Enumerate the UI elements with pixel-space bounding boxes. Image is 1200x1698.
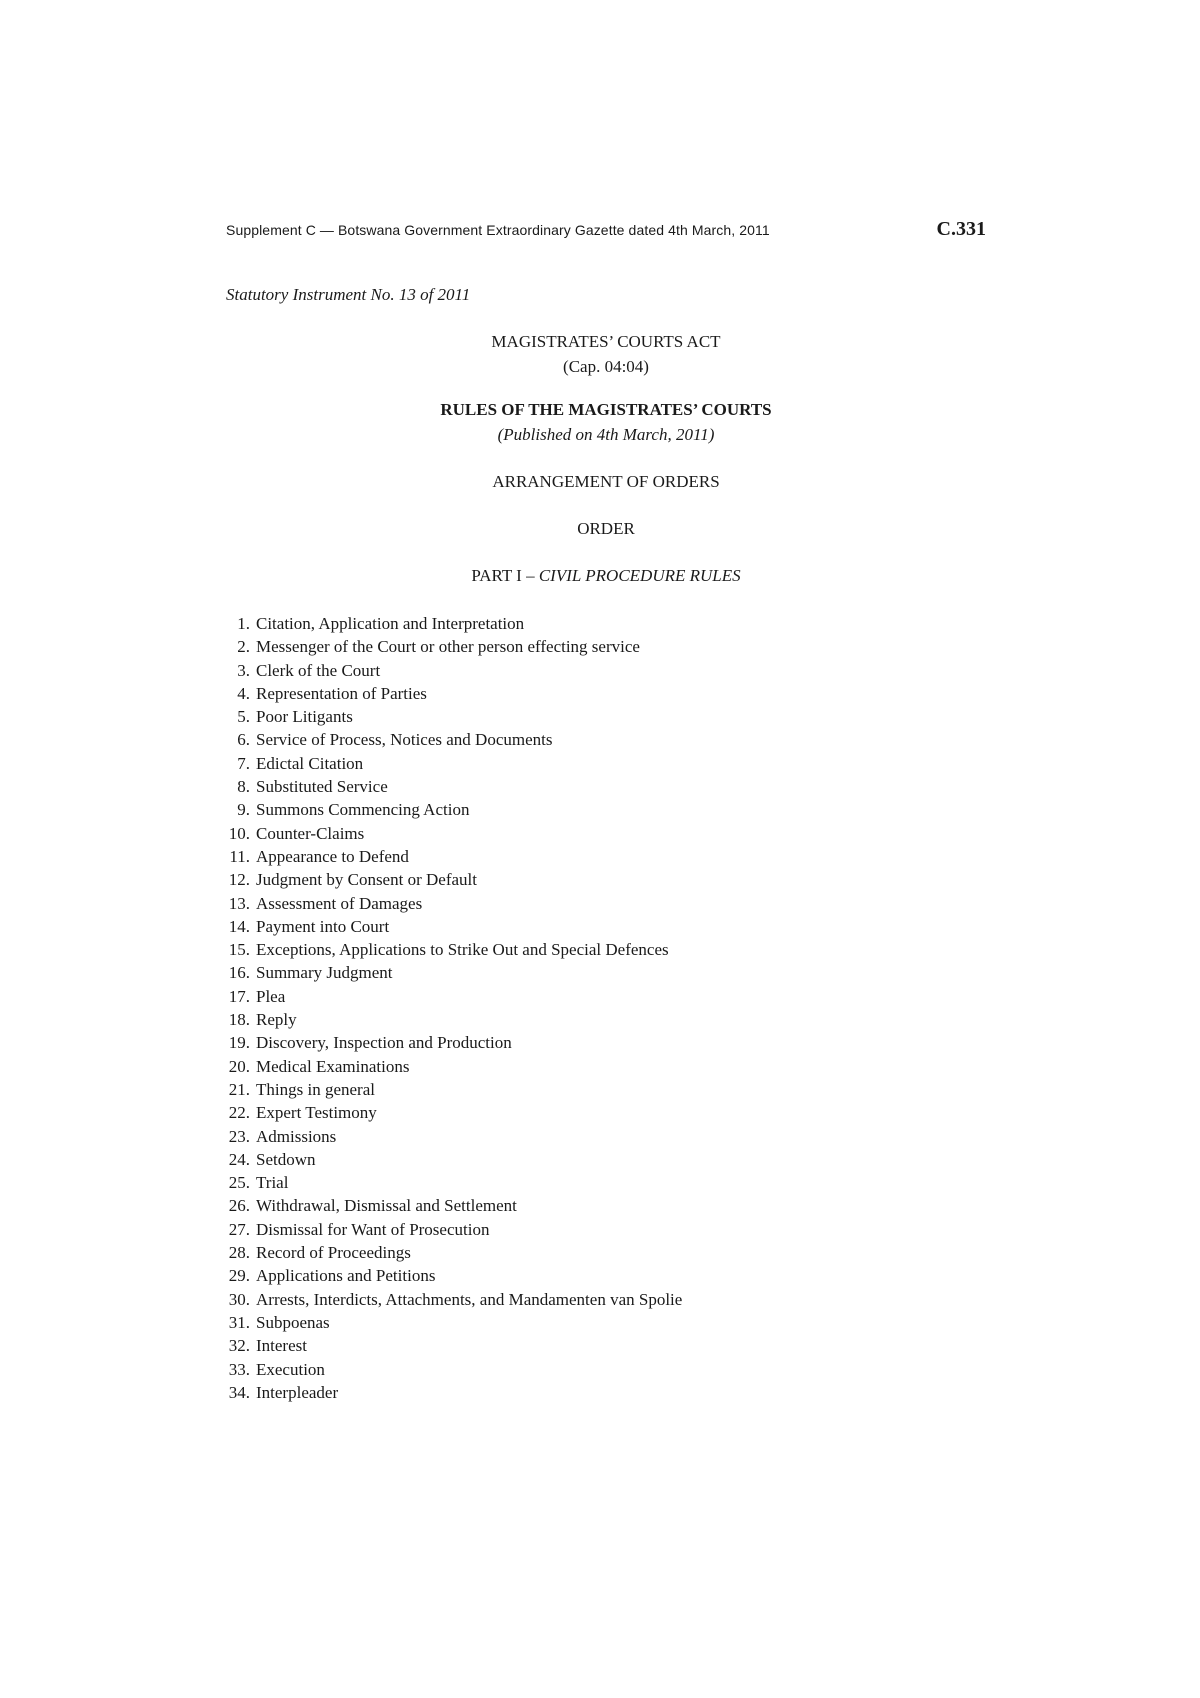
order-number: 33.	[228, 1359, 250, 1379]
order-number: 25.	[228, 1173, 250, 1193]
order-number: 2.	[237, 637, 250, 657]
order-title: Things in general	[256, 1079, 375, 1099]
published-date: (Published on 4th March, 2011)	[497, 425, 715, 444]
order-title: Summons Commencing Action	[256, 800, 470, 820]
rules-title: RULES OF THE MAGISTRATES’ COURTS	[440, 400, 772, 419]
order-number: 11.	[229, 846, 250, 866]
act-chapter: (Cap. 04:04)	[563, 357, 649, 376]
order-title: Record of Proceedings	[256, 1243, 411, 1263]
order-title: Representation of Parties	[256, 683, 427, 703]
order-title: Citation, Application and Interpretation	[256, 614, 525, 633]
order-item	[210, 705, 682, 728]
order-number: 21.	[228, 1079, 250, 1099]
order-number: 20.	[228, 1056, 250, 1076]
order-number: 18.	[228, 1010, 250, 1030]
part-heading	[226, 566, 986, 586]
order-item	[210, 1288, 682, 1311]
order-item	[210, 775, 682, 798]
order-item	[210, 961, 682, 984]
order-number: 7.	[237, 753, 250, 773]
order-number: 16.	[228, 963, 250, 983]
order-title: Plea	[256, 986, 286, 1006]
order-title: Execution	[256, 1359, 325, 1379]
order-title: Poor Litigants	[256, 707, 353, 727]
order-number: 29.	[228, 1266, 250, 1286]
order-item	[210, 985, 682, 1008]
order-title: Dismissal for Want of Prosecution	[256, 1219, 490, 1239]
statutory-instrument-label: Statutory Instrument No. 13 of 2011	[226, 285, 471, 304]
order-item	[210, 1101, 682, 1124]
order-number: 6.	[237, 730, 250, 750]
order-title: Counter-Claims	[256, 823, 365, 843]
order-item	[210, 938, 682, 961]
order-title: Clerk of the Court	[256, 660, 381, 680]
order-item	[210, 1125, 682, 1148]
gazette-header: Supplement C — Botswana Government Extraordinary Gazette dated 4th March, 2011	[226, 222, 770, 238]
order-number: 26.	[228, 1196, 250, 1216]
order-title: Appearance to Defend	[256, 846, 409, 866]
order-title: Interest	[256, 1336, 307, 1356]
order-item	[210, 1264, 682, 1287]
order-title: Payment into Court	[256, 916, 390, 936]
order-title: Trial	[256, 1173, 289, 1193]
order-item	[210, 682, 682, 705]
order-number: 23.	[228, 1126, 250, 1146]
order-item	[210, 728, 682, 751]
order-number: 27.	[228, 1219, 250, 1239]
part-subtitle: CIVIL PROCEDURE RULES	[538, 566, 741, 585]
order-item	[210, 1055, 682, 1078]
order-number: 17.	[228, 986, 250, 1006]
order-number: 34.	[228, 1382, 250, 1402]
order-title: Substituted Service	[256, 777, 388, 797]
order-item	[210, 892, 682, 915]
order-item	[210, 845, 682, 868]
order-number: 8.	[237, 777, 250, 797]
order-title: Messenger of the Court or other person effecting service	[256, 637, 640, 657]
order-title: Exceptions, Applications to Strike Out and Special Defences	[256, 940, 669, 960]
order-title: Edictal Citation	[256, 753, 364, 773]
order-title: Reply	[256, 1010, 297, 1030]
order-item	[210, 1241, 682, 1264]
order-item	[210, 1171, 682, 1194]
order-item	[210, 1358, 682, 1381]
order-number: 31.	[228, 1312, 250, 1332]
order-number: 13.	[228, 893, 250, 913]
order-title: Admissions	[256, 1126, 337, 1146]
order-number: 9.	[237, 800, 250, 820]
order-item	[210, 868, 682, 891]
order-item	[210, 1008, 682, 1031]
act-title: MAGISTRATES’ COURTS ACT	[491, 332, 721, 351]
order-number: 28.	[228, 1243, 250, 1263]
order-item	[210, 752, 682, 775]
order-title: Service of Process, Notices and Documents	[256, 730, 553, 750]
order-number: 24.	[228, 1149, 250, 1169]
order-title: Applications and Petitions	[256, 1266, 436, 1286]
order-title: Summary Judgment	[256, 963, 393, 983]
order-title: Judgment by Consent or Default	[256, 870, 477, 890]
order-title: Assessment of Damages	[256, 893, 423, 913]
order-item	[210, 659, 682, 682]
order-item	[210, 1031, 682, 1054]
order-number: 12.	[228, 870, 250, 890]
order-title: Withdrawal, Dismissal and Settlement	[256, 1196, 517, 1216]
order-number: 15.	[228, 940, 250, 960]
order-number: 22.	[228, 1103, 250, 1123]
order-number: 4.	[237, 683, 250, 703]
order-title: Medical Examinations	[256, 1056, 410, 1076]
order-number: 14.	[228, 916, 250, 936]
order-item	[210, 1078, 682, 1101]
order-item	[210, 1334, 682, 1357]
running-head	[226, 218, 986, 248]
order-title: Discovery, Inspection and Production	[256, 1033, 512, 1053]
order-title: Interpleader	[256, 1382, 339, 1402]
order-title: Arrests, Interdicts, Attachments, and Mandamenten van Spolie	[256, 1289, 683, 1309]
order-number: 3.	[237, 660, 250, 680]
order-item	[210, 1194, 682, 1217]
order-item	[210, 798, 682, 821]
order-title: Expert Testimony	[256, 1103, 377, 1123]
order-number: 10.	[228, 823, 250, 843]
order-number: 5.	[237, 707, 250, 727]
part-label: PART I –	[471, 566, 539, 585]
order-title: Subpoenas	[256, 1312, 330, 1332]
order-number: 32.	[228, 1336, 250, 1356]
order-number: 30.	[228, 1289, 250, 1309]
order-number: 19.	[228, 1033, 250, 1053]
arrangement-heading: ARRANGEMENT OF ORDERS	[492, 472, 720, 491]
order-item	[210, 915, 682, 938]
order-item	[210, 1311, 682, 1334]
order-item	[210, 1148, 682, 1171]
orders-list	[210, 612, 682, 1404]
page-number: C.331	[936, 218, 986, 240]
order-item	[210, 612, 682, 635]
order-number: 1.	[237, 614, 250, 633]
order-item	[210, 1381, 682, 1404]
order-item	[210, 822, 682, 845]
order-title: Setdown	[256, 1149, 316, 1169]
order-item	[210, 635, 682, 658]
order-heading: ORDER	[577, 519, 635, 538]
order-item	[210, 1218, 682, 1241]
